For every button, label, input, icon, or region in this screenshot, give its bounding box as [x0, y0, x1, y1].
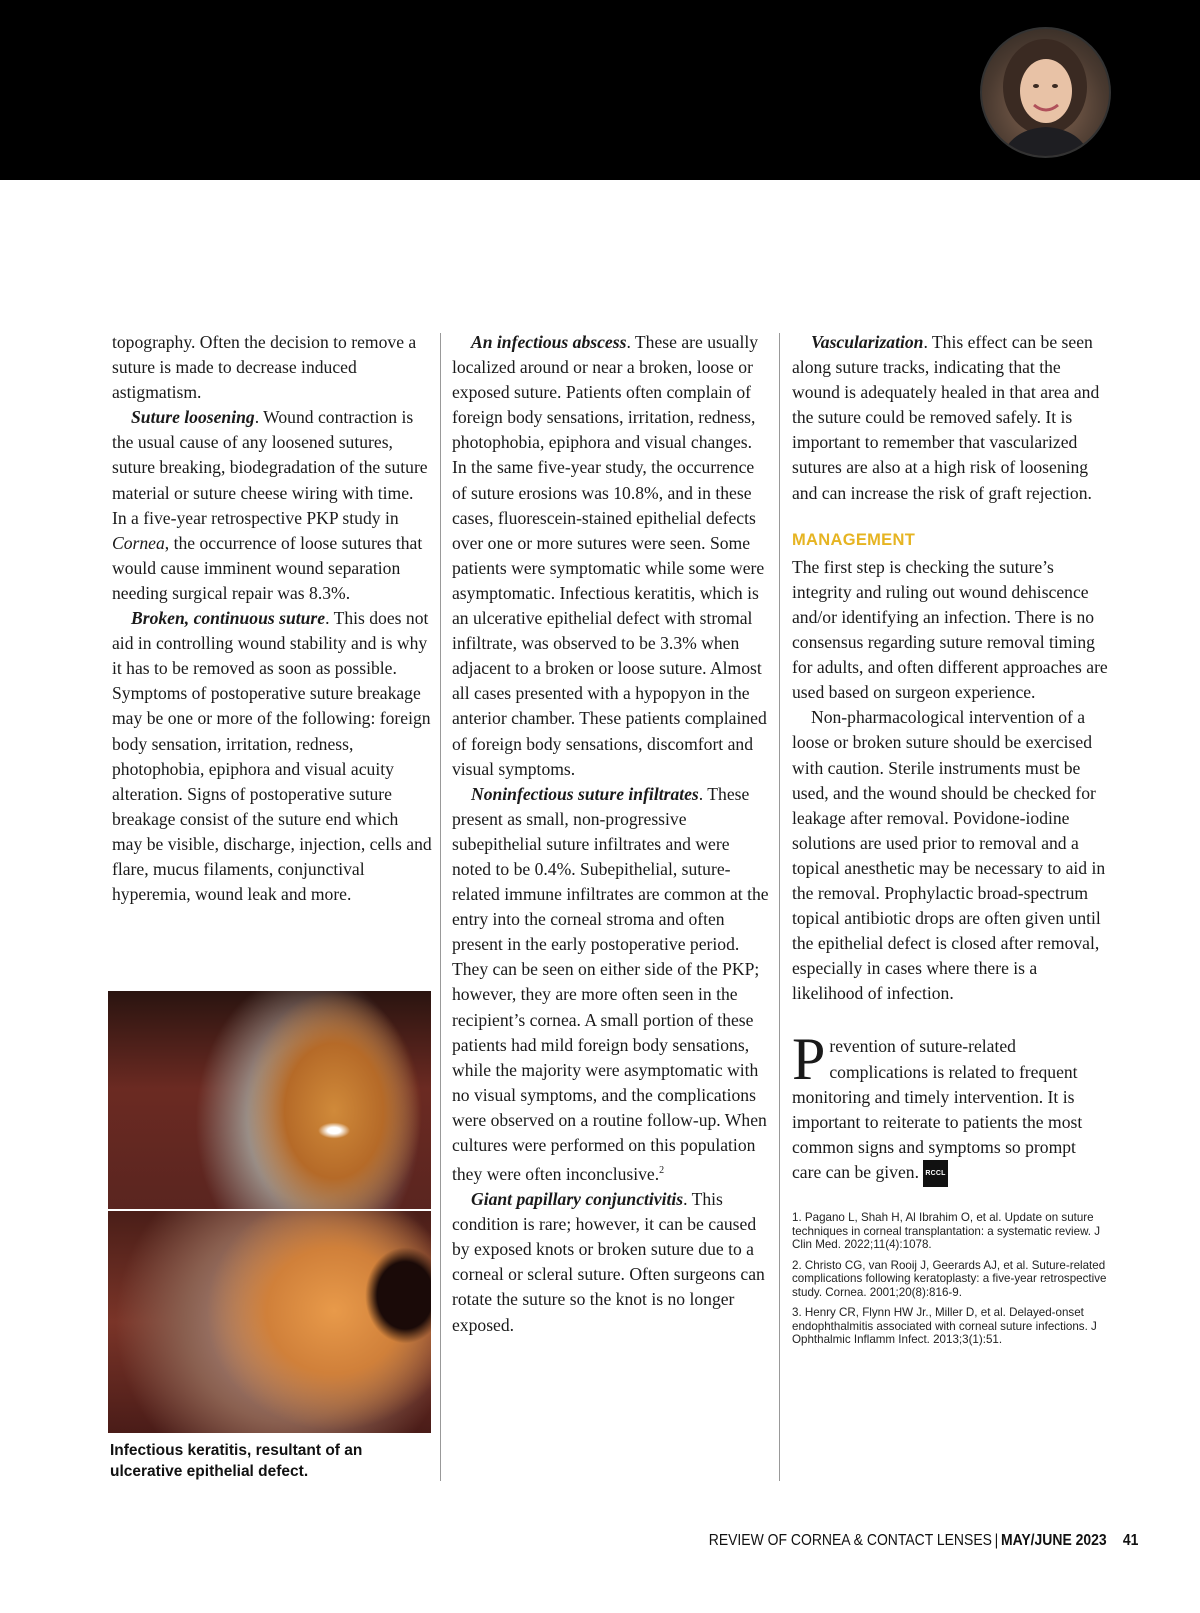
article-column-2 [452, 330, 770, 1338]
paragraph-conclusion: Prevention of suture-related complications is related to frequent monitoring and timely intervention. It is important to reiterate to patients the most common signs and symptoms so prompt care can be given. RCCL [792, 1034, 1108, 1187]
author-portrait-icon [982, 29, 1109, 156]
paragraph: Non-pharmacological intervention of a loose or broken suture should be exercised with caution. Sterile instruments must be used, and the wound should be checked for leakage after removal. Povidone-iodine solutions are used prior to removal and a topical anesthetic may be necessary to aid in the removal. Prophylactic broad-spectrum topical antibiotic drops are often given until the epithelial defect is closed after removal, especially in cases where there is a likelihood of infection. [792, 707, 1106, 1004]
paragraph-broken-suture: Broken, continuous suture. This does not aid in controlling wound stability and is why it has to be removed as soon as possible. Symptoms of postoperative suture breakage may be one or more of the following: foreign body sensation, irritation, redness, photophobia, epiphora and visual acuity alteration. Signs of postoperative suture breakage consist of the suture end which may be visible, discharge, injection, cells and flare, mucus filaments, conjunctival hyperemia, wound leak and more. [112, 608, 432, 905]
subhead-broken-suture: Broken, continuous suture [131, 608, 326, 629]
citation-superscript: 2 [659, 1165, 665, 1177]
paragraph: The first step is checking the suture’s integrity and ruling out wound dehiscence and/or identifying an infection. There is no consensus regarding suture removal timing for adults, and often different approaches are used based on surgeon experience. [792, 556, 1108, 703]
article-column-1 [112, 330, 432, 907]
paragraph-suture-loosening: Suture loosening. Wound contraction is the usual cause of any loosened sutures, suture breaking, biodegradation of the suture material or suture cheese wiring with time. In a five-year retrospective PKP study in Cornea, the occurrence of loose sutures that would cause imminent wound separation needing surgical repair was 8.3%. [112, 407, 428, 603]
article-column-3 [792, 330, 1108, 1354]
page-number: 41 [1122, 1532, 1138, 1549]
reference-item: 1. Pagano L, Shah H, Al Ibrahim O, et al. Update on suture techniques in corneal transplantation: a systematic review. J Clin Med. 2022;11(4):1078. [792, 1211, 1101, 1251]
paragraph-giant-papillary: Giant papillary conjunctivitis. This condition is rare; however, it can be caused by exposed knots or broken suture due to a corneal or scleral suture. Often surgeons can rotate the suture so the knot is no longer exposed. [452, 1189, 765, 1335]
paragraph-noninfectious-infiltrates: Noninfectious suture infiltrates. These present as small, non-progressive subepithelial suture infiltrates and were noted to be 0.4%. Subepithelial, suture-related immune infiltrates are common at the entry into the corneal stroma and often present in the early postoperative period. They can be seen on either side of the PKP; however, they are more often seen in the recipient’s cornea. A small portion of these patients had mild foreign body sensations, while the majority were asymptomatic with no visual symptoms, and the complications were observed on a routine follow-up. When cultures were performed on this population they were often inconclusive.$^2$ [452, 783, 769, 1184]
subhead-giant-papillary: Giant papillary conjunctivitis [471, 1189, 684, 1210]
author-photo [980, 27, 1111, 158]
column-rule-left [440, 333, 441, 1481]
section-heading-management: MANAGEMENT [792, 530, 916, 549]
page-footer [708, 1532, 1138, 1550]
paragraph: topography. Often the decision to remove a suture is made to decrease induced astigmatism. [112, 332, 417, 403]
reference-item: 3. Henry CR, Flynn HW Jr., Miller D, et al. Delayed-onset endophthalmitis associated with corneal suture infections. J Ophthalmic Inflamm Infect. 2013;3(1):51. [792, 1306, 1097, 1346]
subhead-vascularization: Vascularization [811, 332, 924, 352]
reference-item: 2. Christo CG, van Rooij J, Geerards AJ, et al. Suture-related complications following keratoplasty: a five-year retrospective study. Cornea. 2001;20(8):816-9. [792, 1258, 1107, 1299]
footer-separator: | [994, 1532, 998, 1549]
eye-photo-bottom [108, 1211, 431, 1433]
figure-caption: Infectious keratitis, resultant of an ulcerative epithelial defect. [110, 1442, 363, 1480]
journal-title: REVIEW OF CORNEA & CONTACT LENSES [708, 1532, 992, 1549]
subhead-noninfectious-infiltrates: Noninfectious suture infiltrates [471, 783, 699, 804]
issue-date: MAY/JUNE 2023 [1000, 1532, 1107, 1549]
paragraph-vascularization: Vascularization. This effect can be seen along suture tracks, indicating that the wound is adequately healed in that area and the suture could be removed safely. It is important to remember that vascularized sutures are also at a high risk of loosening and can increase the risk of graft rejection. [792, 332, 1100, 503]
eye-photo-top [108, 991, 431, 1209]
subhead-suture-loosening: Suture loosening [131, 407, 255, 428]
header-banner [0, 0, 1200, 180]
paragraph-infectious-abscess: An infectious abscess. These are usually localized around or near a broken, loose or exposed suture. Patients often complain of foreign body sensations, irritation, redness, photophobia, epiphora and visual changes. In the same five-year study, the occurrence of suture erosions was 10.8%, and in these cases, fluorescein-stained epithelial defects over one or more sutures were seen. Some patients were symptomatic while some were asymptomatic. Infectious keratitis, which is an ulcerative epithelial defect with stromal infiltrate, was observed to be 3.3% when adjacent to a broken or loose suture. Almost all cases presented with a hypopyon in the anterior chamber. These patients complained of foreign body sensations, discomfort and visual symptoms. [452, 332, 767, 779]
drop-cap: P [792, 1026, 826, 1093]
journal-name: Cornea [112, 532, 165, 553]
column-rule-right [779, 333, 780, 1481]
subhead-infectious-abscess: An infectious abscess [471, 332, 627, 352]
end-mark-icon: RCCL [923, 1160, 947, 1187]
references [792, 1211, 1108, 1347]
figure-keratitis [108, 991, 431, 1433]
